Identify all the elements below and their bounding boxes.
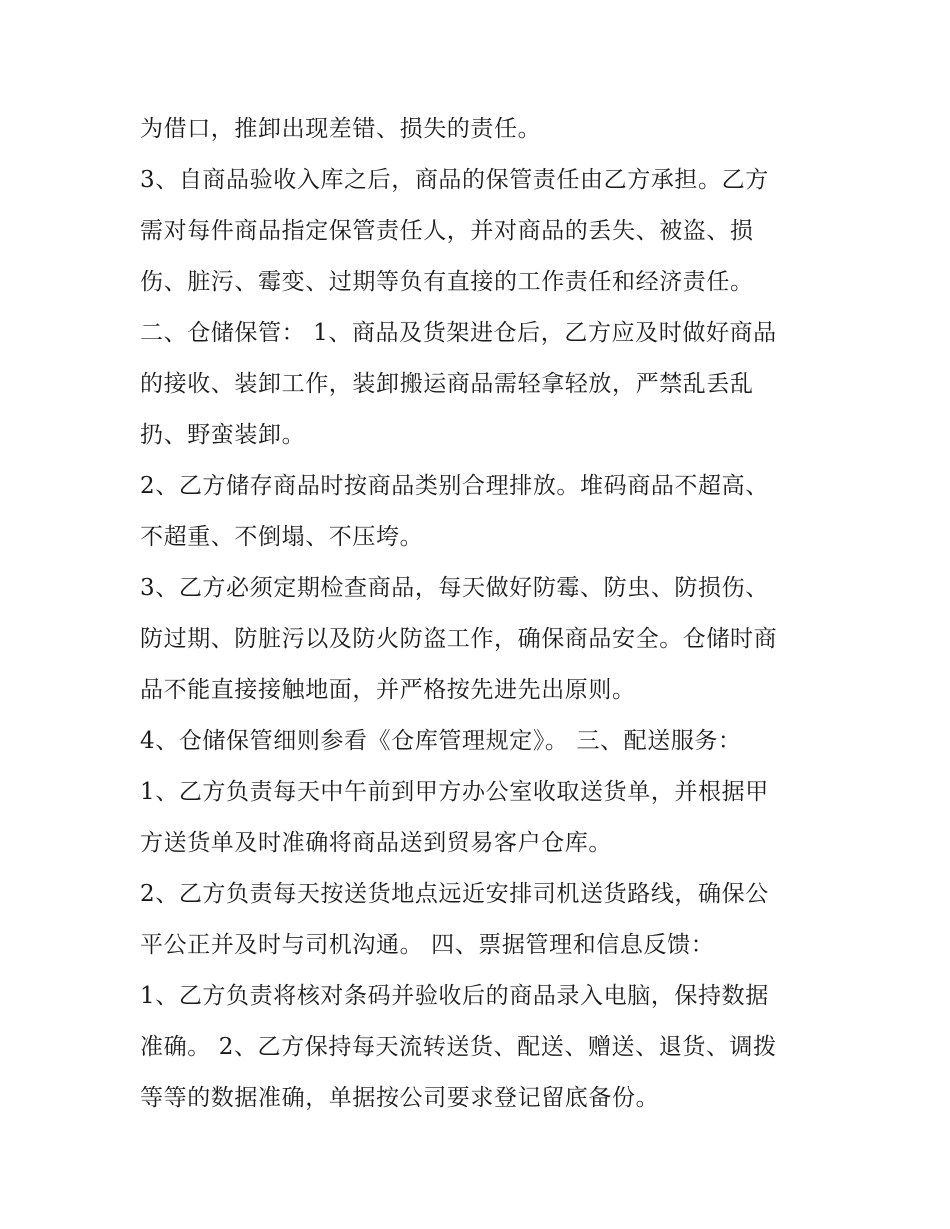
text-line: 1、乙方负责每天中午前到甲方办公室收取送货单，并根据甲 <box>140 779 769 805</box>
text-line: 2、乙方储存商品时按商品类别合理排放。堆码商品不超高、 <box>140 473 769 499</box>
text-line: 伤、脏污、霉变、过期等负有直接的工作责任和经济责任。 <box>140 269 754 295</box>
text-line: 二、仓储保管： 1、商品及货架进仓后，乙方应及时做好商品 <box>140 320 777 346</box>
text-line: 方送货单及时准确将商品送到贸易客户仓库。 <box>140 830 612 856</box>
text-line: 品不能直接接触地面，并严格按先进先出原则。 <box>140 677 636 703</box>
text-line: 不超重、不倒塌、不压垮。 <box>140 524 424 550</box>
text-line: 3、乙方必须定期检查商品，每天做好防霉、防虫、防损伤、 <box>140 575 769 601</box>
text-line: 1、乙方负责将核对条码并验收后的商品录入电脑，保持数据 <box>140 983 769 1009</box>
text-line: 平公正并及时与司机沟通。 四、票据管理和信息反馈： <box>140 932 715 958</box>
text-line: 2、乙方负责每天按送货地点远近安排司机送货路线，确保公 <box>140 881 769 907</box>
text-line: 的接收、装卸工作，装卸搬运商品需轻拿轻放，严禁乱丢乱 <box>140 371 754 397</box>
text-line: 4、仓储保管细则参看《仓库管理规定》。 三、配送服务： <box>140 728 742 754</box>
text-line: 防过期、防脏污以及防火防盗工作，确保商品安全。仓储时商 <box>140 626 778 652</box>
text-line: 扔、野蛮装卸。 <box>140 422 306 448</box>
text-line: 准确。 2、乙方保持每天流转送货、配送、赠送、退货、调拨 <box>140 1034 777 1060</box>
text-line: 3、自商品验收入库之后，商品的保管责任由乙方承担。乙方 <box>140 167 769 193</box>
text-line: 需对每件商品指定保管责任人，并对商品的丢失、被盗、损 <box>140 218 754 244</box>
text-line: 等等的数据准确，单据按公司要求登记留底备份。 <box>140 1085 660 1111</box>
document-body <box>140 104 840 1124</box>
text-line: 为借口，推卸出现差错、损失的责任。 <box>140 116 542 142</box>
